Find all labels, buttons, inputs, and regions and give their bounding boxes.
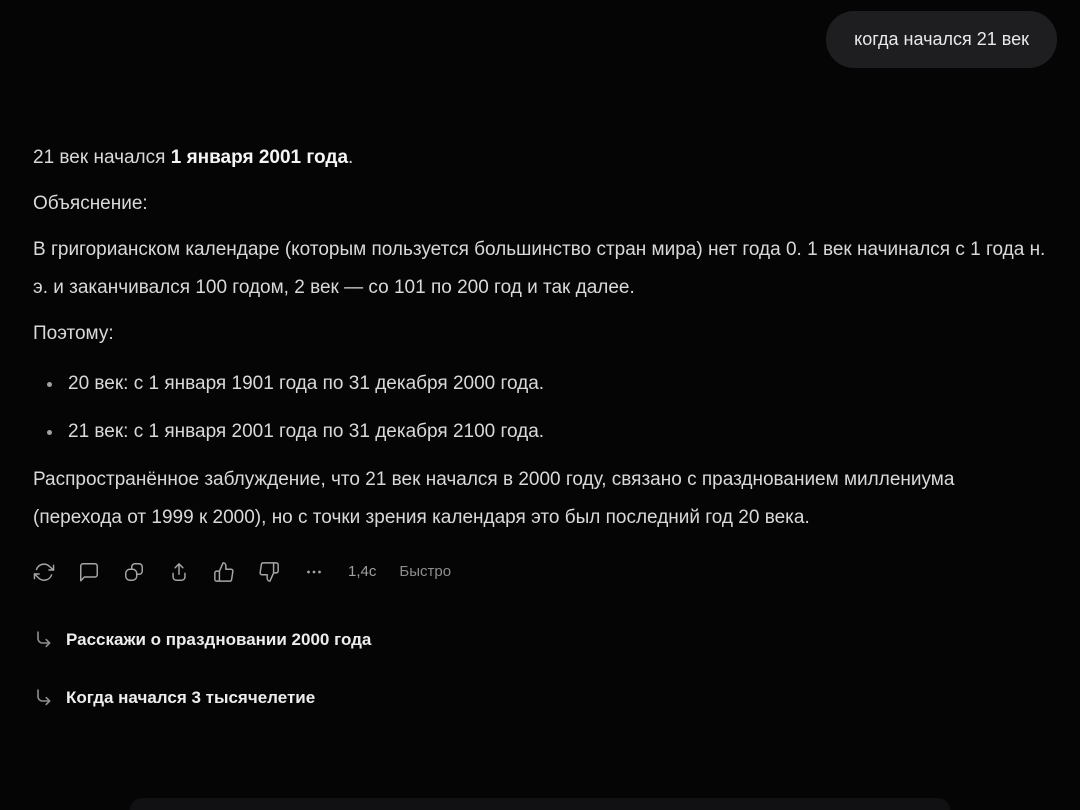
regenerate-button[interactable] — [33, 561, 55, 583]
suggestion-third-millennium[interactable] — [33, 685, 1047, 711]
misconception-paragraph: Распространённое заблуждение, что 21 век начался в 2000 году, связано с празднованием миллениума (перехода от 1999 к 2000), но с точки зрения календаря это был последний год 20 века. — [33, 469, 955, 528]
share-icon — [168, 561, 190, 583]
regenerate-icon — [33, 561, 55, 583]
thumbs-up-icon — [213, 561, 235, 583]
user-message-bubble — [826, 11, 1057, 68]
generation-time: 1,4с — [348, 563, 377, 580]
user-message-text: когда начался 21 век — [854, 29, 1029, 49]
answer-suffix: . — [348, 147, 354, 168]
answer-prefix: 21 век начался — [33, 147, 171, 168]
list-item — [33, 413, 1047, 451]
comment-button[interactable] — [78, 561, 100, 583]
composer-input-peek[interactable] — [130, 798, 950, 810]
suggestion-label: Когда начался 3 тысячелетие — [66, 688, 316, 707]
follow-up-suggestions — [33, 627, 1047, 711]
bullet-dot — [47, 430, 52, 435]
thumbs-down-icon — [258, 561, 280, 583]
more-icon — [303, 561, 325, 583]
user-message-row — [826, 11, 1057, 68]
share-button[interactable] — [168, 561, 190, 583]
explanation-heading: Объяснение: — [33, 193, 148, 214]
copy-button[interactable] — [123, 561, 145, 583]
copy-icon — [123, 561, 145, 583]
comment-icon — [78, 561, 100, 583]
answer-date-bold: 1 января 2001 года — [170, 147, 349, 168]
bullet-text-20th-century: 20 век: с 1 января 1901 года по 31 декабря 2000 года. — [68, 373, 545, 394]
branch-arrow-icon — [33, 629, 55, 651]
response-toolbar — [33, 561, 1047, 583]
branch-arrow-icon — [33, 687, 55, 709]
assistant-response — [33, 139, 1047, 711]
suggestion-label: Расскажи о праздновании 2000 года — [66, 630, 372, 649]
list-item — [33, 365, 1047, 403]
thumbs-up-button[interactable] — [213, 561, 235, 583]
therefore-heading: Поэтому: — [33, 323, 114, 344]
thumbs-down-button[interactable] — [258, 561, 280, 583]
century-bullet-list — [33, 365, 1047, 451]
more-button[interactable] — [303, 561, 325, 583]
explanation-paragraph: В григорианском календаре (которым пользуется большинство стран мира) нет года 0. 1 век начинался с 1 года н. э. и заканчивался 100 годом, 2 век — со 101 по 200 год и так далее. — [33, 239, 1046, 298]
mode-badge[interactable]: Быстро — [399, 563, 452, 580]
bullet-dot — [47, 382, 52, 387]
bullet-text-21st-century: 21 век: с 1 января 2001 года по 31 декабря 2100 года. — [68, 421, 545, 442]
answer-line — [33, 139, 1047, 177]
suggestion-celebration-2000[interactable] — [33, 627, 1047, 653]
